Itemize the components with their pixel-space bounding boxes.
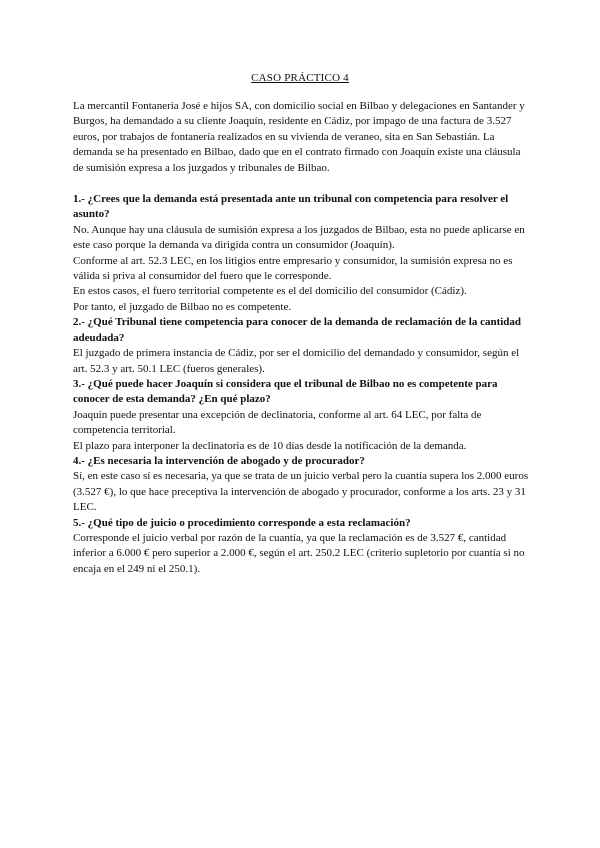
case-statement: La mercantil Fontanería José e hijos SA, con domicilio social en Bilbao y delegaciones en Santander y Burgos, ha demandado a su cliente Joaquín, residente en Cádiz, por impago de una factura de 3.527 euros, por trabajos de fontanería realizados en su vivienda de veraneo, sita en San Sebastián. La demanda se ha presentado en Bilbao, dado que en el contrato firmado con Joaquín existe una cláusula de sumisión expresa a los juzgados y tribunales de Bilbao.	[73, 100, 525, 174]
question-block-3	[73, 377, 531, 454]
answer-paragraph: Por tanto, el juzgado de Bilbao no es competente.	[73, 300, 292, 313]
answer-paragraph: Joaquín puede presentar una excepción de declinatoria, conforme al art. 64 LEC, por falta de competencia territorial.	[73, 408, 482, 437]
answer-paragraph: Sí, en este caso sí es necesaria, ya que se trata de un juicio verbal pero la cuantía supera los 2.000 euros (3.527 €), lo que hace preceptiva la intervención de abogado y procurador, conforme a los arts. 23 y 31 LEC.	[73, 470, 529, 514]
question-heading: 4.- ¿Es necesaria la intervención de abogado y de procurador?	[73, 454, 365, 467]
question-heading: 5.- ¿Qué tipo de juicio o procedimiento corresponde a esta reclamación?	[73, 516, 411, 529]
question-block-5	[73, 516, 531, 578]
answer-paragraph: Corresponde el juicio verbal por razón de la cuantía, ya que la reclamación es de 3.527 €, cantidad inferior a 6.000 € pero superior a 2.000 €, según el art. 250.2 LEC (criterio supletorio por cuantía si no encaja en el 249 ni el 250.1).	[73, 531, 525, 575]
answer-paragraph: En estos casos, el fuero territorial competente es el del domicilio del consumidor (Cádiz).	[73, 285, 467, 298]
answer-paragraph: No. Aunque hay una cláusula de sumisión expresa a los juzgados de Bilbao, esta no puede aplicarse en este caso porque la demanda va dirigida contra un consumidor (Joaquín).	[73, 223, 525, 252]
question-heading: 1.- ¿Crees que la demanda está presentada ante un tribunal con competencia para resolver el asunto?	[73, 193, 509, 221]
document-title: CASO PRÁCTICO 4	[251, 72, 349, 84]
question-block-1	[73, 192, 531, 315]
question-block-2	[73, 315, 531, 377]
answer-paragraph: El plazo para interponer la declinatoria es de 10 días desde la notificación de la demanda.	[73, 439, 467, 452]
document-body	[73, 99, 531, 577]
question-block-4	[73, 454, 531, 516]
question-heading: 2.- ¿Qué Tribunal tiene competencia para conocer de la demanda de reclamación de la cantidad adeudada?	[73, 316, 522, 344]
answer-paragraph: El juzgado de primera instancia de Cádiz, por ser el domicilio del demandado y consumidor, según el art. 52.3 y art. 50.1 LEC (fueros generales).	[73, 347, 520, 375]
answer-paragraph: Conforme al art. 52.3 LEC, en los litigios entre empresario y consumidor, la sumisión expresa no es válida si priva al consumidor del fuero que le corresponde.	[73, 254, 513, 283]
question-heading: 3.- ¿Qué puede hacer Joaquín si considera que el tribunal de Bilbao no es competente para conocer de esta demanda? ¿En qué plazo?	[73, 377, 498, 406]
